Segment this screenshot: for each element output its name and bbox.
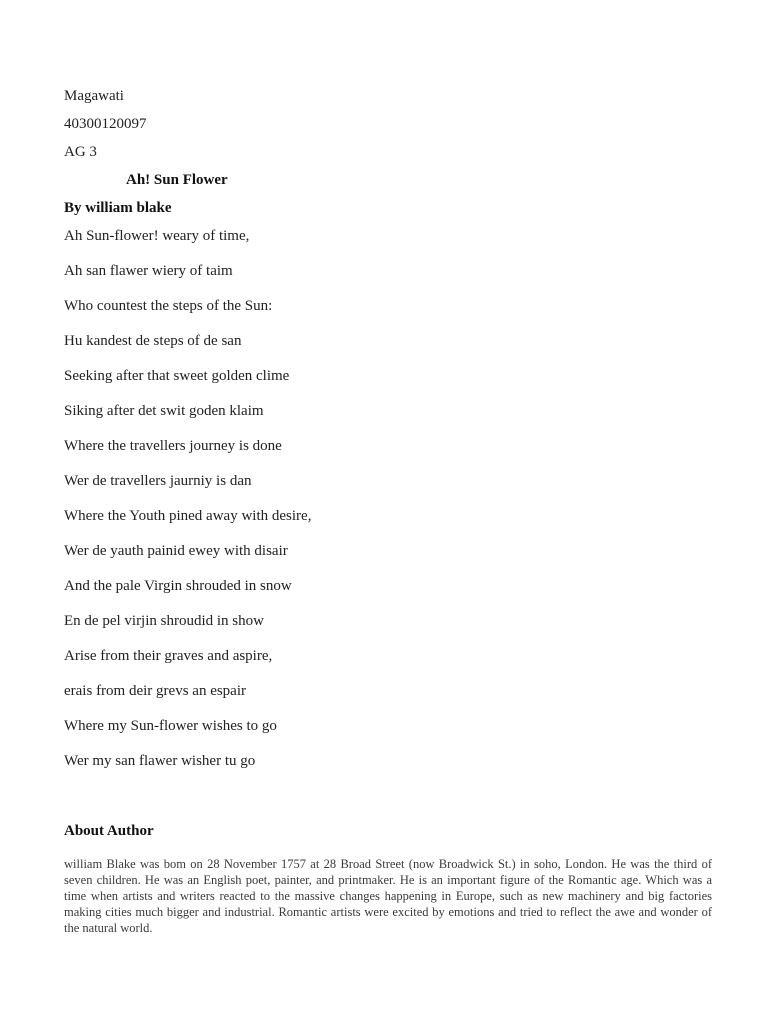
poem-line: Siking after det swit goden klaim: [64, 403, 264, 419]
poem-line: Who countest the steps of the Sun:: [64, 298, 273, 314]
poem-line: Where my Sun-flower wishes to go: [64, 718, 277, 734]
poem-line: Seeking after that sweet golden clime: [64, 368, 290, 384]
poem-line: Wer my san flawer wisher tu go: [64, 753, 256, 769]
poem-author: By william blake: [64, 200, 172, 216]
class-code: AG 3: [64, 144, 97, 160]
poem-line: Hu kandest de steps of de san: [64, 333, 242, 349]
poem-line: Where the Youth pined away with desire,: [64, 508, 312, 524]
poem-line: Arise from their graves and aspire,: [64, 648, 273, 664]
about-author-heading: About Author: [64, 823, 154, 839]
poem-line: Wer de yauth painid ewey with disair: [64, 543, 288, 559]
poem-lines: [64, 227, 311, 787]
poem-line: En de pel virjin shroudid in show: [64, 613, 264, 629]
student-name: Magawati: [64, 88, 124, 104]
about-author-body: william Blake was bom on 28 November 1757 at 28 Broad Street (now Broadwick St.) in soho, London. He was the third of seven children. He was an English poet, painter, and printmaker. He is an important figure of the Romantic age. Which was a time when artists and writers reacted to the massive changes happening in Europe, such as new machinery and big factories making cities much bigger and industrial. Romantic artists were excited by emotions and tried to reflect the awe and wonder of the natural world.: [64, 857, 712, 935]
poem-line: Where the travellers journey is done: [64, 438, 282, 454]
poem-line: Ah Sun-flower! weary of time,: [64, 228, 250, 244]
poem-title: Ah! Sun Flower: [126, 172, 228, 188]
poem-line: And the pale Virgin shrouded in snow: [64, 578, 292, 594]
poem-line: Wer de travellers jaurniy is dan: [64, 473, 252, 489]
poem-line: Ah san flawer wiery of taim: [64, 263, 233, 279]
student-id: 40300120097: [64, 116, 147, 132]
poem-line: erais from deir grevs an espair: [64, 683, 247, 699]
